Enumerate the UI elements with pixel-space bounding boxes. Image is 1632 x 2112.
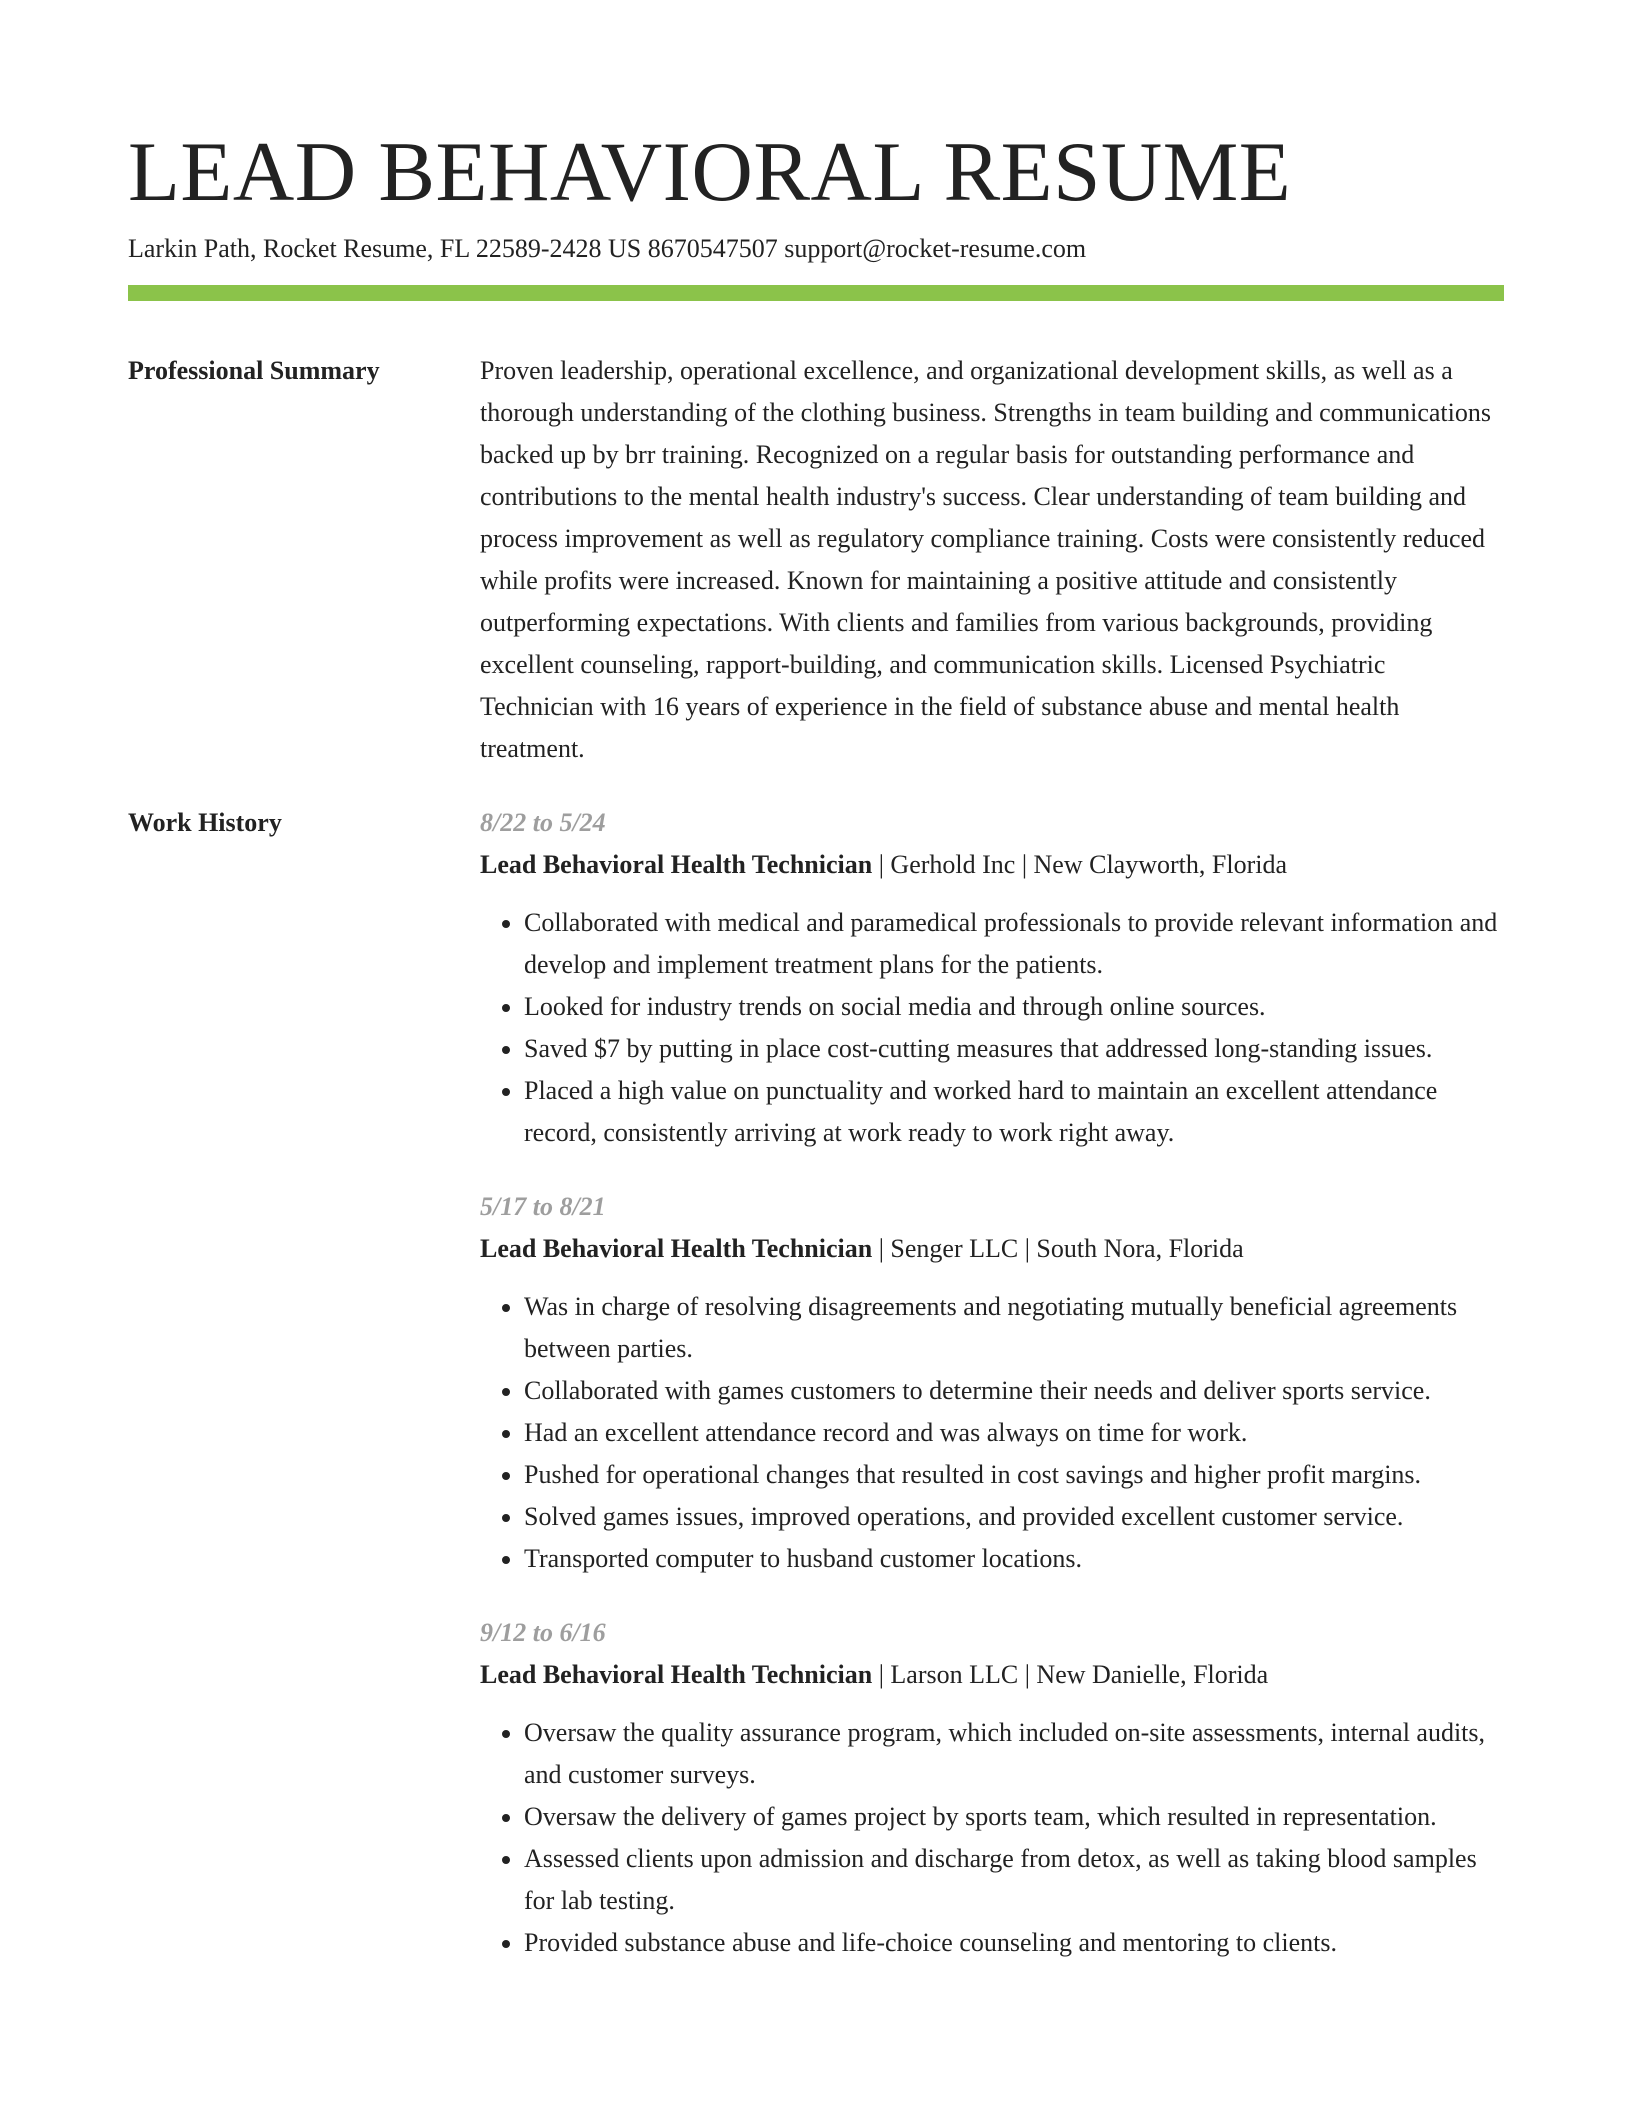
job-bullet-list [480,1286,1504,1580]
job-title-line [480,1228,1504,1270]
job-bullet: • Provided substance abuse and life-choice counseling and mentoring to clients. [524,1922,1504,1964]
job-bullet: • Pushed for operational changes that resulted in cost savings and higher profit margins. [524,1454,1504,1496]
job-bullet: • Oversaw the delivery of games project by sports team, which resulted in representation. [524,1796,1504,1838]
job-bullet: • Had an excellent attendance record and was always on time for work. [524,1412,1504,1454]
job-company-location: | Senger LLC | South Nora, Florida [872,1234,1244,1263]
job-bullet: • Assessed clients upon admission and discharge from detox, as well as taking blood samples for lab testing. [524,1838,1504,1922]
job-bullet: • Oversaw the quality assurance program, which included on-site assessments, internal audits, and customer surveys. [524,1712,1504,1796]
job-title: Lead Behavioral Health Technician [480,1660,873,1689]
job-entry [480,1186,1504,1580]
job-dates: 9/12 to 6/16 [480,1618,606,1647]
job-entry [480,802,1504,1154]
job-bullet: • Collaborated with games customers to determine their needs and deliver sports service. [524,1370,1504,1412]
job-entry [480,1612,1504,1964]
job-title-line [480,1654,1504,1696]
job-bullet-list [480,1712,1504,1964]
accent-divider [128,285,1504,301]
job-bullet: • Looked for industry trends on social media and through online sources. [524,986,1504,1028]
contact-line: Larkin Path, Rocket Resume, FL 22589-2428 US 8670547507 support@rocket-resume.com [128,234,1087,263]
job-title: Lead Behavioral Health Technician [480,850,873,879]
job-bullet: • Saved $7 by putting in place cost-cutting measures that addressed long-standing issues. [524,1028,1504,1070]
resume-name: LEAD BEHAVIORAL RESUME [128,125,1292,219]
job-dates: 5/17 to 8/21 [480,1192,606,1221]
summary-heading: Professional Summary [128,356,380,385]
job-bullet: • Transported computer to husband customer locations. [524,1538,1504,1580]
job-title-line [480,844,1504,886]
job-bullet: • Was in charge of resolving disagreements and negotiating mutually beneficial agreements between parties. [524,1286,1504,1370]
job-company-location: | Gerhold Inc | New Clayworth, Florida [872,850,1287,879]
summary-text: Proven leadership, operational excellence, and organizational development skills, as well as a thorough understanding of the clothing business. Strengths in team building and communications backed up by brr training. Recognized on a regular basis for outstanding performance and contributions to the mental health industry's success. Clear understanding of team building and process improvement as well as regulatory compliance training. Costs were consistently reduced while profits were increased. Known for maintaining a positive attitude and consistently outperforming expectations. With clients and families from various backgrounds, providing excellent counseling, rapport-building, and communication skills. Licensed Psychiatric Technician with 16 years of experience in the field of substance abuse and mental health treatment. [480,356,1491,763]
summary-body [480,350,1504,770]
job-title: Lead Behavioral Health Technician [480,1234,873,1263]
work-history-body [480,802,1504,1996]
job-bullet: • Solved games issues, improved operations, and provided excellent customer service. [524,1496,1504,1538]
job-company-location: | Larson LLC | New Danielle, Florida [872,1660,1269,1689]
job-bullet-list [480,902,1504,1154]
job-dates: 8/22 to 5/24 [480,808,606,837]
job-bullet: • Placed a high value on punctuality and worked hard to maintain an excellent attendance record, consistently arriving at work ready to work right away. [524,1070,1504,1154]
work-history-heading: Work History [128,808,282,837]
job-bullet: • Collaborated with medical and paramedical professionals to provide relevant information and develop and implement treatment plans for the patients. [524,902,1504,986]
